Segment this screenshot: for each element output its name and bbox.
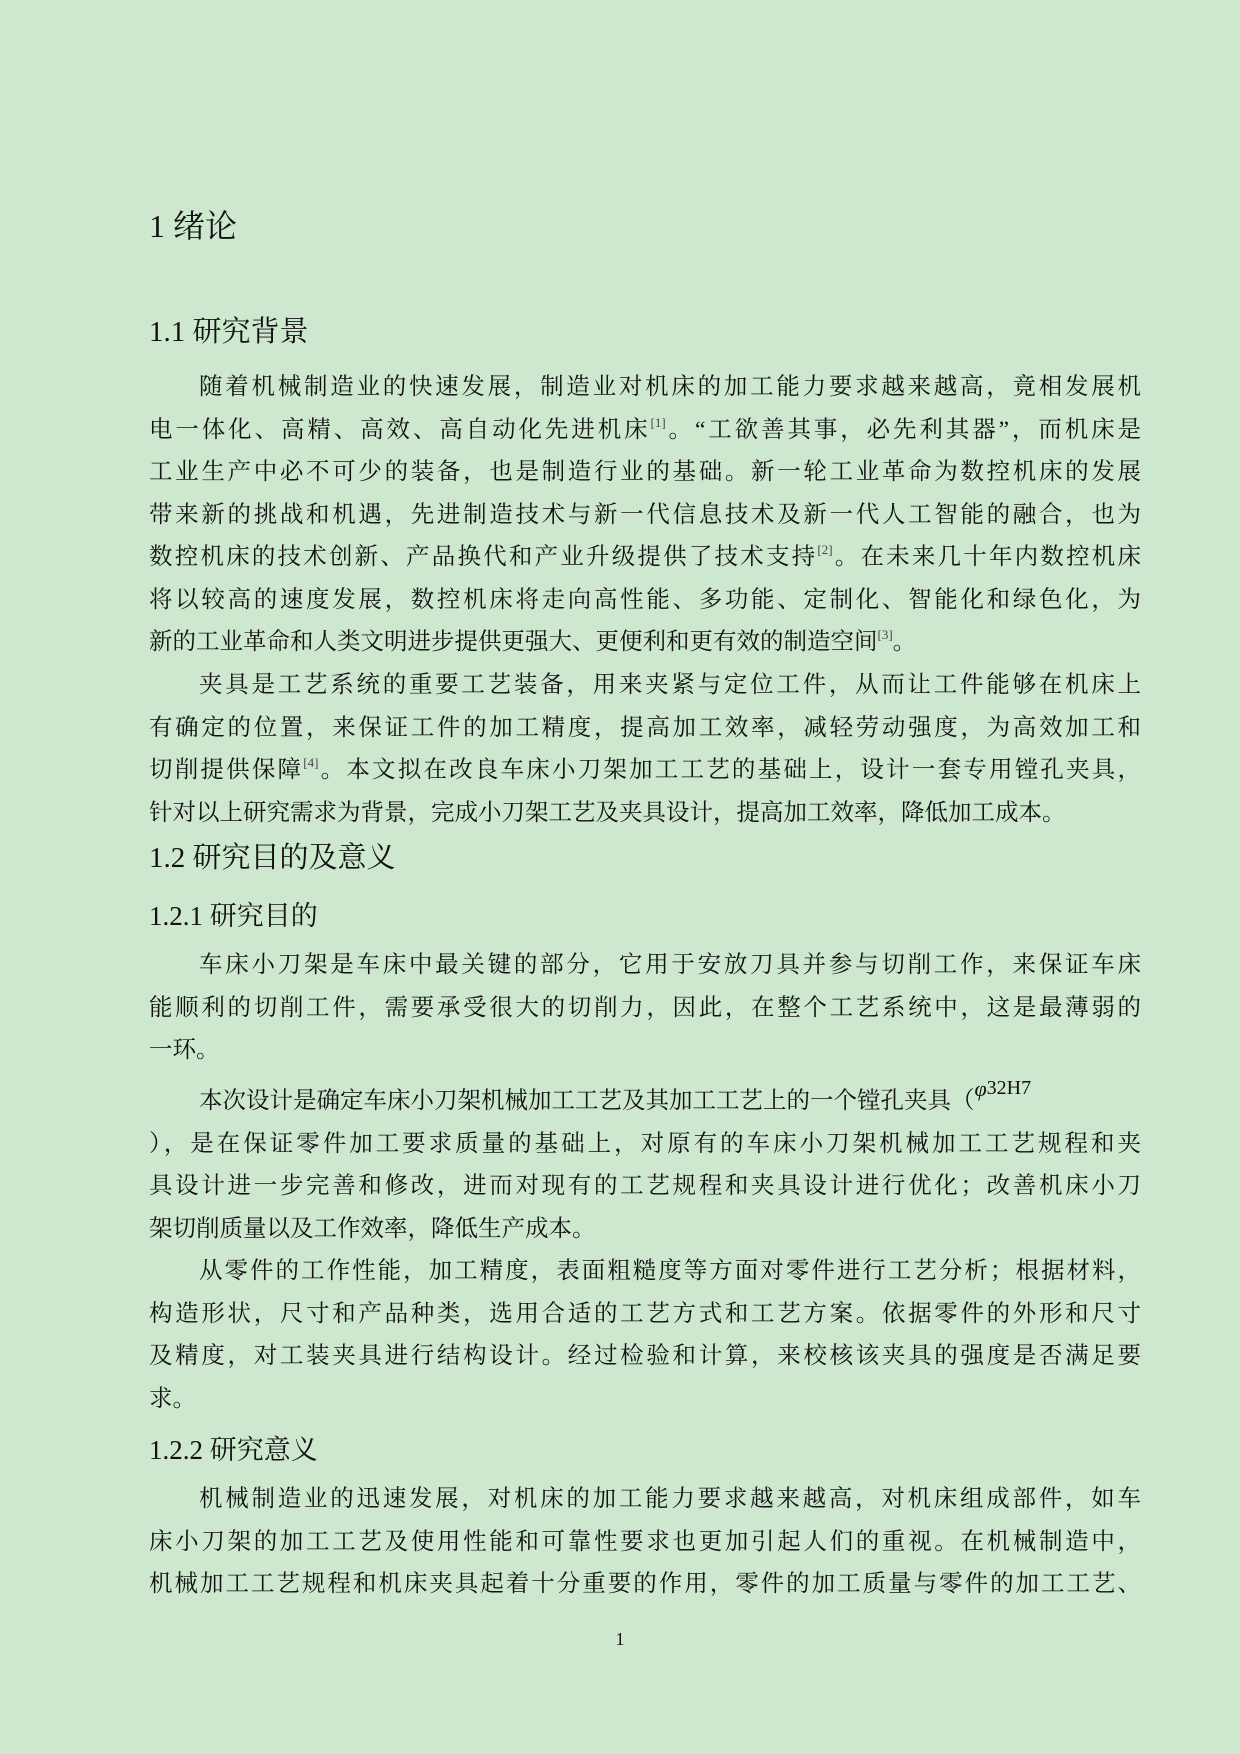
section-title-1-2: 1.2 研究目的及意义 [149, 842, 396, 874]
citation-ref[interactable]: [3] [877, 627, 893, 642]
section-title-1-1: 1.1 研究背景 [149, 316, 309, 348]
paragraph-purpose-1 [149, 944, 1141, 1072]
text-line: 机械加工工艺规程和机床夹具起着十分重要的作用，零件的加工质量与零件的加工工艺、 [149, 1571, 1141, 1597]
tolerance-value: 32H7 [986, 1077, 1032, 1099]
text-line: 针对以上研究需求为背景，完成小刀架工艺及夹具设计，提高加工效率，降低加工成本。 [149, 799, 1066, 826]
page-number: 1 [615, 1629, 625, 1649]
paragraph-purpose-2 [149, 1076, 1141, 1250]
text-line: 架切削质量以及工作效率，降低生产成本。 [149, 1215, 596, 1242]
text-line: 本次设计是确定车床小刀架机械加工工艺及其加工工艺上的一个镗孔夹具（φ32H7 [199, 1076, 1032, 1114]
text-line: 及精度，对工装夹具进行结构设计。经过检验和计算，来校核该夹具的强度是否满足要 [149, 1343, 1141, 1369]
text-line: 带来新的挑战和机遇，先进制造技术与新一代信息技术及新一代人工智能的融合，也为 [149, 501, 1141, 528]
citation-ref[interactable]: [2] [817, 542, 833, 557]
text-line: 一环。 [149, 1037, 220, 1063]
text-line: 随着机械制造业的快速发展，制造业对机床的加工能力要求越来越高，竟相发展机 [199, 374, 1141, 400]
text-line: ），是在保证零件加工要求质量的基础上，对原有的车床小刀架机械加工工艺规程和夹 [149, 1130, 1141, 1157]
chapter-title: 1 绪论 [149, 208, 238, 244]
paragraph-purpose-3 [149, 1250, 1141, 1420]
text-line: 床小刀架的加工工艺及使用性能和可靠性要求也更加引起人们的重视。在机械制造中， [149, 1528, 1141, 1555]
citation-ref[interactable]: [1] [650, 414, 666, 430]
paragraph-background-2 [149, 664, 1141, 834]
text-line: 将以较高的速度发展，数控机床将走向高性能、多功能、定制化、智能化和绿色化，为 [149, 586, 1141, 613]
text-line: 新的工业革命和人类文明进步提供更强大、更便利和更有效的制造空间[3]。 [149, 627, 917, 655]
paragraph-significance-1 [149, 1478, 1141, 1606]
subsection-title-1-2-1: 1.2.1 研究目的 [149, 901, 318, 931]
text-line: 具设计进一步完善和修改，进而对现有的工艺规程和夹具设计进行优化；改善机床小刀 [149, 1173, 1141, 1199]
citation-ref[interactable]: [4] [303, 755, 319, 770]
text-line: 从零件的工作性能，加工精度，表面粗糙度等方面对零件进行工艺分析；根据材料， [199, 1258, 1141, 1284]
paragraph-background-1 [149, 366, 1141, 664]
text-line: 能顺利的切削工件，需要承受很大的切削力，因此，在整个工艺系统中，这是最薄弱的 [149, 994, 1141, 1021]
phi-symbol: φ [974, 1076, 987, 1101]
text-line: 车床小刀架是车床中最关键的部分，它用于安放刀具并参与切削工作，来保证车床 [199, 952, 1141, 978]
subsection-title-1-2-2: 1.2.2 研究意义 [149, 1435, 318, 1465]
text-line: 构造形状，尺寸和产品种类，选用合适的工艺方式和工艺方案。依据零件的外形和尺寸 [149, 1300, 1141, 1327]
text-line: 求。 [149, 1385, 196, 1412]
text-line: 有确定的位置，来保证工件的加工精度，提高加工效率，减轻劳动强度，为高效加工和 [149, 714, 1141, 741]
text-line: 夹具是工艺系统的重要工艺装备，用来夹紧与定位工件，从而让工件能够在机床上 [199, 672, 1141, 698]
text-line: 电一体化、高精、高效、高自动化先进机床[1]。“工欲善其事，必先利其器”，而机床是 [149, 414, 1141, 443]
text-line: 切削提供保障[4]。本文拟在改良车床小刀架加工工艺的基础上，设计一套专用镗孔夹具， [149, 755, 1142, 783]
text-line: 数控机床的技术创新、产品换代和产业升级提供了技术支持[2]。在未来几十年内数控机床 [149, 542, 1142, 570]
text-line: 工业生产中必不可少的装备，也是制造行业的基础。新一轮工业革命为数控机床的发展 [149, 459, 1141, 485]
text-line: 机械制造业的迅速发展，对机床的加工能力要求越来越高，对机床组成部件，如车 [199, 1486, 1141, 1512]
